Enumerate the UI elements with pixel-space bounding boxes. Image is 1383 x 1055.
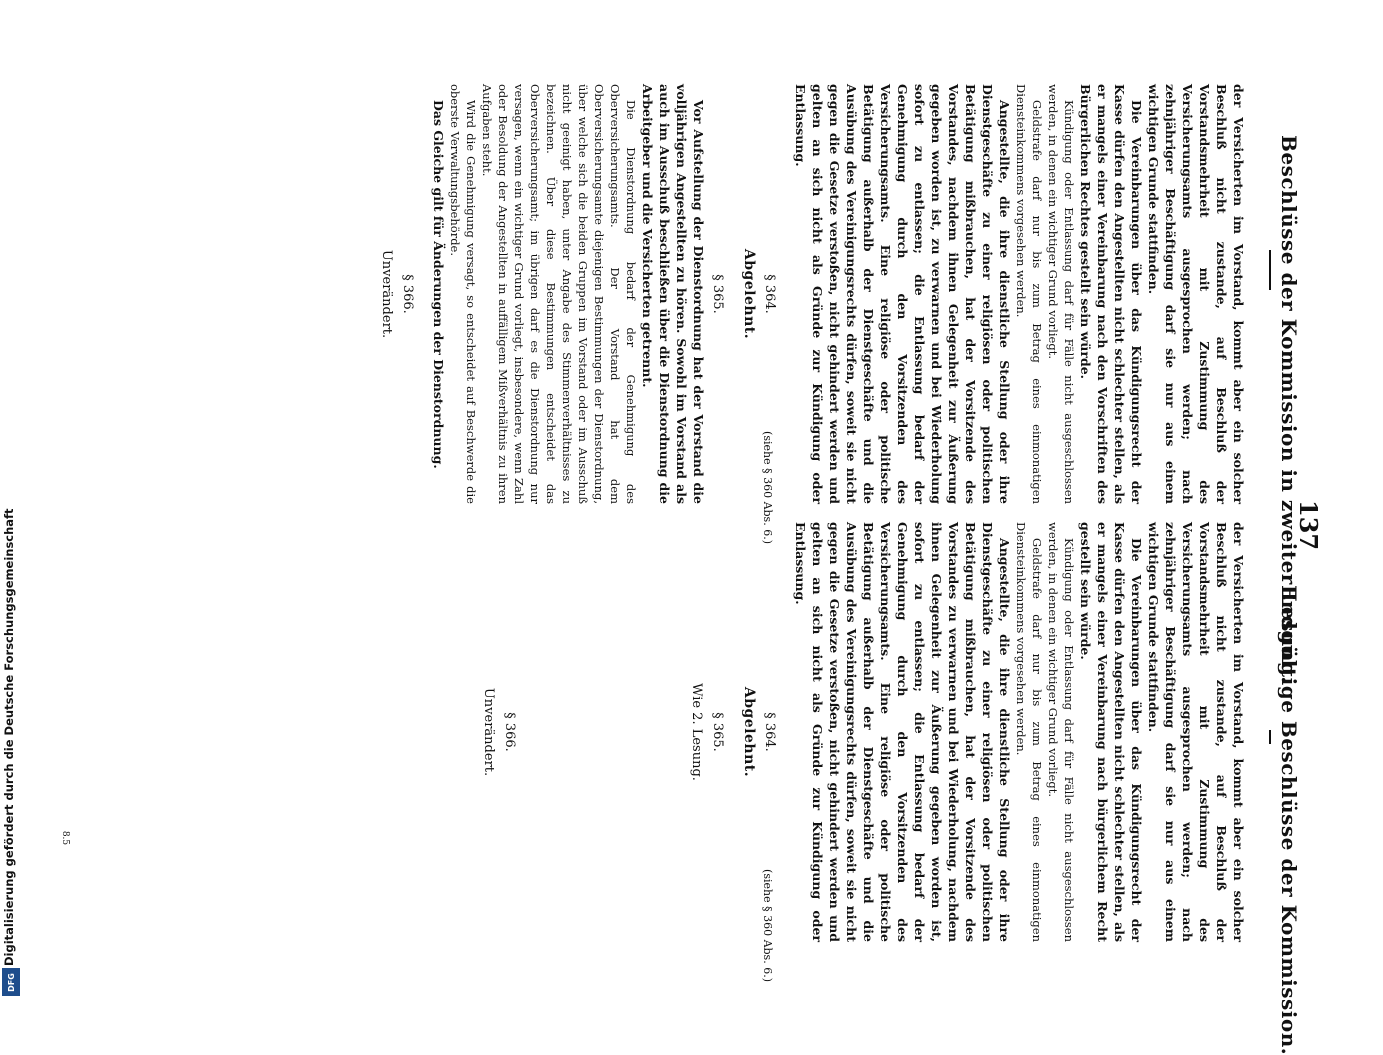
paragraph: Wird die Genehmigung versagt, so entscheidet auf Beschwerde die oberste Verwaltungsbehörde. [448,84,478,504]
page-marker: 8.5 [60,830,71,846]
running-head-left: Beschlüsse der Kommission in zweiter Lesung. [1277,135,1301,684]
section-note: (siehe § 360 Abs. 6.) [761,869,774,982]
paragraph: der Versicherten im Vorstand, kommt aber ein solcher Beschluß nicht zustande, auf Beschluß der Vorstandsmehrheit mit Zustimmung des Versicherungsamts ausgesprochen werden; nach zehnjähriger Beschäftigung darf sie nur aus einem wichtigen Grunde stattfinden. [1146,84,1246,504]
section-364-verdict: Abgelehnt. [741,248,757,340]
paragraph: Geldstrafe darf nur bis zum Betrag eines einmonatigen Diensteinkommens vorgesehen werden. [1014,522,1044,942]
paragraph: Vor Aufstellung der Dienstordnung hat der Vorstand die volljährigen Angestellten zu hören. Sowohl im Vorstand als auch im Ausschuß beschließen über die Dienstordnung die Arbeitgeber und die Versicherten getrennt. [640,84,706,504]
column-second-reading [370,84,1247,544]
section-364-heading [761,84,778,544]
digitization-footer [0,0,24,1000]
dfg-logo [2,968,20,996]
section-365-verdict: Wie 2. Lesung. [689,683,704,781]
section-366-verdict: Unverändert. [379,249,394,339]
section-365-heading: § 365. [710,274,725,314]
section-364-heading [761,522,778,982]
paragraph: Die Vereinbarungen über das Kündigungsrecht der Kasse dürfen den Angestellten nicht schlechter stellen, als er mangels einer Vereinbarung nach bürgerlichem Recht gestellt sein würde. [1078,522,1144,942]
paragraph: Angestellte, die ihre dienstliche Stellung oder ihre Dienstgeschäfte zu einer religiösen oder politischen Betätigung mißbrauchen, hat der Vorsitzende des Vorstandes zu verwarnen und bei Wiederholung, nachdem ihnen Gelegenheit zur Äußerung gegeben worden ist, sofort zu entlassen; die Entlassung bedarf der Genehmigung durch den Vorsitzenden des Versicherungsamts. Eine religiöse oder politische Betätigung außerhalb der Dienstgeschäfte und die Ausübung des Vereinigungsrechts dürfen, soweit sie nicht gegen die Gesetze verstoßen, nicht gehindert werden und gelten an sich nicht als Gründe zur Kündigung oder Entlassung. [793,522,1012,942]
spacer [532,522,680,942]
page-number: 137 [1294,500,1323,551]
section-number: § 364. [762,274,777,314]
section-364-verdict: Abgelehnt. [741,686,757,778]
head-rule-left [1269,250,1271,290]
section-366-heading: § 366. [400,274,415,314]
section-365-heading: § 365. [710,712,725,752]
dfg-logo-text: DFG [6,972,16,992]
paragraph: Kündigung oder Entlassung darf für Fälle nicht ausgeschlossen werden, in denen ein wichtiger Grund vorliegt. [1046,84,1076,504]
paragraph: Das Gleiche gilt für Änderungen der Dienstordnung. [431,100,446,469]
section-366-heading: § 366. [502,712,517,752]
paragraph: Die Dienstordnung bedarf der Genehmigung des Oberversicherungsamts. Der Vorstand hat dem Oberversicherungsamte diejenigen Bestimmungen der Dienstordnung, über welche sich die beiden Gruppen im Vorstand oder im Ausschuß nicht geeinigt haben, unter Angabe des Stimmenverhältnisses zu bezeichnen. Über diese Bestimmungen entscheidet das Oberversicherungsamt; im übrigen darf es die Dienstordnung nur versagen, wenn ein wichtiger Grund vorliegt, insbesondere, wenn Zahl oder Besoldung der Angestellten in auffälligem Mißverhältnis zu ihren Aufgaben steht. [480,84,638,504]
paragraph: Die Vereinbarungen über das Kündigungsrecht der Kasse dürfen den Angestellten nicht schlechter stellen, als er mangels einer Vereinbarung nach den Vorschriften des Bürgerlichen Rechtes gestellt sein würde. [1078,84,1144,504]
paragraph: Kündigung oder Entlassung darf für Fälle nicht ausgeschlossen werden, in denen ein wichtiger Grund vorliegt. [1046,522,1076,942]
section-366-verdict: Unverändert. [481,687,496,777]
paragraph: der Versicherten im Vorstand, kommt aber ein solcher Beschluß nicht zustande, auf Beschluß der Vorstandsmehrheit mit Zustimmung des Versicherungsamts ausgesprochen werden; nach zehnjähriger Beschäftigung darf sie nur aus einem wichtigen Grunde stattfinden. [1146,522,1246,942]
section-number: § 364. [762,712,777,752]
footer-credit: Digitalisierung gefördert durch die Deutsche Forschungsgemeinschaft [2,508,16,966]
head-rule-right [1269,730,1271,744]
running-head-right: Endgültige Beschlüsse der Kommission. [1277,585,1301,1055]
section-note: (siehe § 360 Abs. 6.) [761,431,774,544]
column-final-resolutions [472,522,1247,982]
paragraph: Geldstrafe darf nur bis zum Betrag eines einmonatigen Diensteinkommens vorgesehen werden. [1014,84,1044,504]
paragraph: Angestellte, die ihre dienstliche Stellung oder ihre Dienstgeschäfte zu einer religiösen oder politischen Betätigung mißbrauchen, hat der Vorsitzende des Vorstandes, nachdem ihnen Gelegenheit zur Äußerung gegeben worden ist, zu verwarnen und bei Wiederholung sofort zu entlassen; die Entlassung bedarf der Genehmigung durch den Vorsitzenden des Versicherungsamts. Eine religiöse oder politische Betätigung außerhalb der Dienstgeschäfte und die Ausübung des Vereinigungsrechts dürfen, soweit sie nicht gegen die Gesetze verstoßen, nicht gehindert werden und gelten an sich nicht als Gründe zur Kündigung oder Entlassung. [793,84,1012,504]
